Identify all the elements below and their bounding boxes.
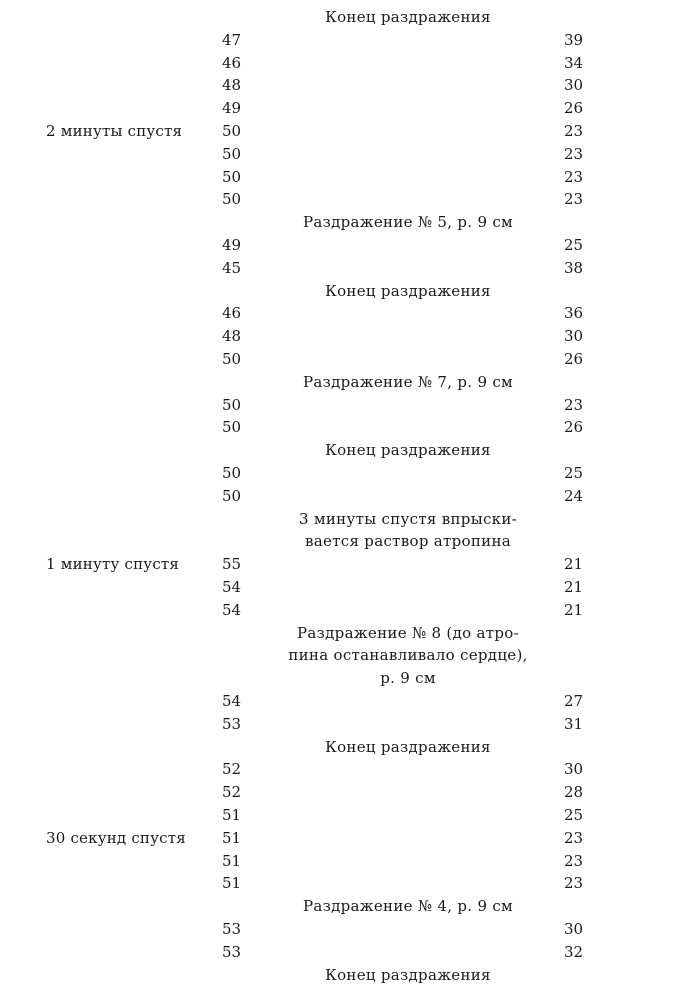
- event-text: р. 9 см: [380, 669, 436, 688]
- right-value: 23: [564, 144, 584, 163]
- right-value: 26: [564, 350, 584, 368]
- time-note: 2 минуты спустя: [46, 122, 183, 140]
- left-value: 51: [222, 828, 242, 847]
- left-value: 50: [222, 350, 242, 368]
- event-line: [0, 371, 682, 393]
- table-row: [0, 804, 682, 826]
- table-row: [0, 29, 682, 51]
- event-line: [0, 439, 682, 461]
- table-row: [0, 97, 682, 119]
- event-text: Раздражение № 8 (до атро-: [297, 623, 519, 642]
- right-value: 36: [564, 304, 584, 323]
- event-line: [0, 964, 682, 986]
- left-value: 49: [222, 99, 242, 118]
- right-value: 34: [564, 53, 584, 72]
- left-value: 46: [222, 304, 242, 323]
- table-row: [0, 143, 682, 165]
- table-row: [0, 257, 682, 279]
- left-value: 53: [222, 942, 242, 961]
- table-row: [0, 348, 682, 370]
- table-row: [0, 302, 682, 324]
- right-value: 23: [564, 828, 584, 847]
- table-row: [0, 576, 682, 598]
- event-text: Конец раздражения: [325, 441, 491, 460]
- right-value: 23: [564, 851, 584, 870]
- right-value: 26: [564, 418, 584, 437]
- left-value: 54: [222, 600, 242, 619]
- right-value: 23: [564, 395, 584, 414]
- table-row: [0, 872, 682, 894]
- right-value: 30: [564, 327, 584, 346]
- left-value: 50: [222, 190, 242, 209]
- event-text: Раздражение № 5, р. 9 см: [302, 213, 514, 232]
- table-row: [0, 394, 682, 416]
- right-value: 23: [564, 190, 584, 209]
- event-line: [0, 667, 682, 689]
- right-value: 23: [564, 122, 584, 140]
- table-row: [0, 850, 682, 872]
- table-row: [0, 462, 682, 484]
- event-text: Конец раздражения: [325, 8, 491, 26]
- left-value: 52: [222, 760, 242, 779]
- table-row: [0, 325, 682, 347]
- event-line: [0, 6, 682, 28]
- right-value: 27: [564, 692, 584, 710]
- event-line: [0, 622, 682, 644]
- left-value: 50: [222, 167, 242, 186]
- event-text: Раздражение № 7, р. 9 см: [302, 372, 514, 391]
- table-row: [0, 485, 682, 507]
- left-value: 51: [222, 851, 242, 870]
- table-row: [0, 553, 682, 575]
- left-value: 47: [222, 30, 242, 49]
- event-text: Раздражение № 4, р. 9 см: [302, 897, 514, 916]
- right-value: 25: [564, 236, 584, 254]
- left-value: 53: [222, 920, 242, 938]
- right-value: 30: [564, 920, 584, 938]
- table-row: [0, 918, 682, 940]
- event-line: [0, 211, 682, 233]
- table-row: [0, 120, 682, 142]
- table-row: [0, 713, 682, 735]
- left-value: 45: [222, 258, 242, 277]
- table-row: [0, 599, 682, 621]
- right-value: 31: [564, 714, 584, 733]
- right-value: 23: [564, 874, 584, 893]
- left-value: 49: [222, 236, 242, 254]
- right-value: 39: [564, 30, 584, 49]
- right-value: 26: [564, 99, 584, 118]
- left-value: 51: [222, 874, 242, 893]
- time-note: 30 секунд спустя: [46, 828, 186, 847]
- table-row: [0, 52, 682, 74]
- left-value: 52: [222, 783, 242, 802]
- event-text: пина останавливало сердце),: [288, 646, 528, 665]
- left-value: 53: [222, 714, 242, 733]
- event-line: [0, 508, 682, 530]
- left-value: 54: [222, 692, 242, 710]
- event-line: [0, 736, 682, 758]
- right-value: 30: [564, 76, 584, 95]
- table-row: [0, 941, 682, 963]
- left-value: 50: [222, 486, 242, 505]
- right-value: 25: [564, 464, 584, 482]
- table-row: [0, 416, 682, 438]
- event-line: [0, 280, 682, 302]
- right-value: 30: [564, 760, 584, 779]
- table-row: [0, 758, 682, 780]
- right-value: 38: [564, 258, 584, 277]
- left-value: 48: [222, 76, 242, 95]
- event-line: [0, 530, 682, 552]
- left-value: 51: [222, 806, 242, 824]
- left-value: 50: [222, 144, 242, 163]
- table-row: [0, 781, 682, 803]
- table-row: [0, 234, 682, 256]
- event-text: Конец раздражения: [325, 737, 491, 756]
- right-value: 21: [564, 578, 584, 596]
- left-value: 50: [222, 122, 242, 140]
- table-row: [0, 188, 682, 210]
- table-row: [0, 690, 682, 712]
- table-row: [0, 827, 682, 849]
- right-value: 24: [564, 486, 584, 505]
- left-value: 50: [222, 395, 242, 414]
- right-value: 21: [564, 555, 584, 574]
- table-row: [0, 74, 682, 96]
- event-text: Конец раздражения: [325, 281, 491, 300]
- table-row: [0, 166, 682, 188]
- event-text: вается раствор атропина: [305, 532, 511, 551]
- event-line: [0, 895, 682, 917]
- right-value: 28: [564, 783, 584, 802]
- left-value: 54: [222, 578, 242, 596]
- left-value: 50: [222, 464, 242, 482]
- right-value: 32: [564, 942, 584, 961]
- event-text: 3 минуты спустя впрыски-: [299, 509, 517, 528]
- left-value: 46: [222, 53, 242, 72]
- right-value: 23: [564, 167, 584, 186]
- left-value: 50: [222, 418, 242, 437]
- right-value: 21: [564, 600, 584, 619]
- left-value: 48: [222, 327, 242, 346]
- left-value: 55: [222, 555, 242, 574]
- right-value: 25: [564, 806, 584, 824]
- event-line: [0, 644, 682, 666]
- time-note: 1 минуту спустя: [46, 555, 180, 574]
- event-text: Конец раздражения: [325, 965, 491, 984]
